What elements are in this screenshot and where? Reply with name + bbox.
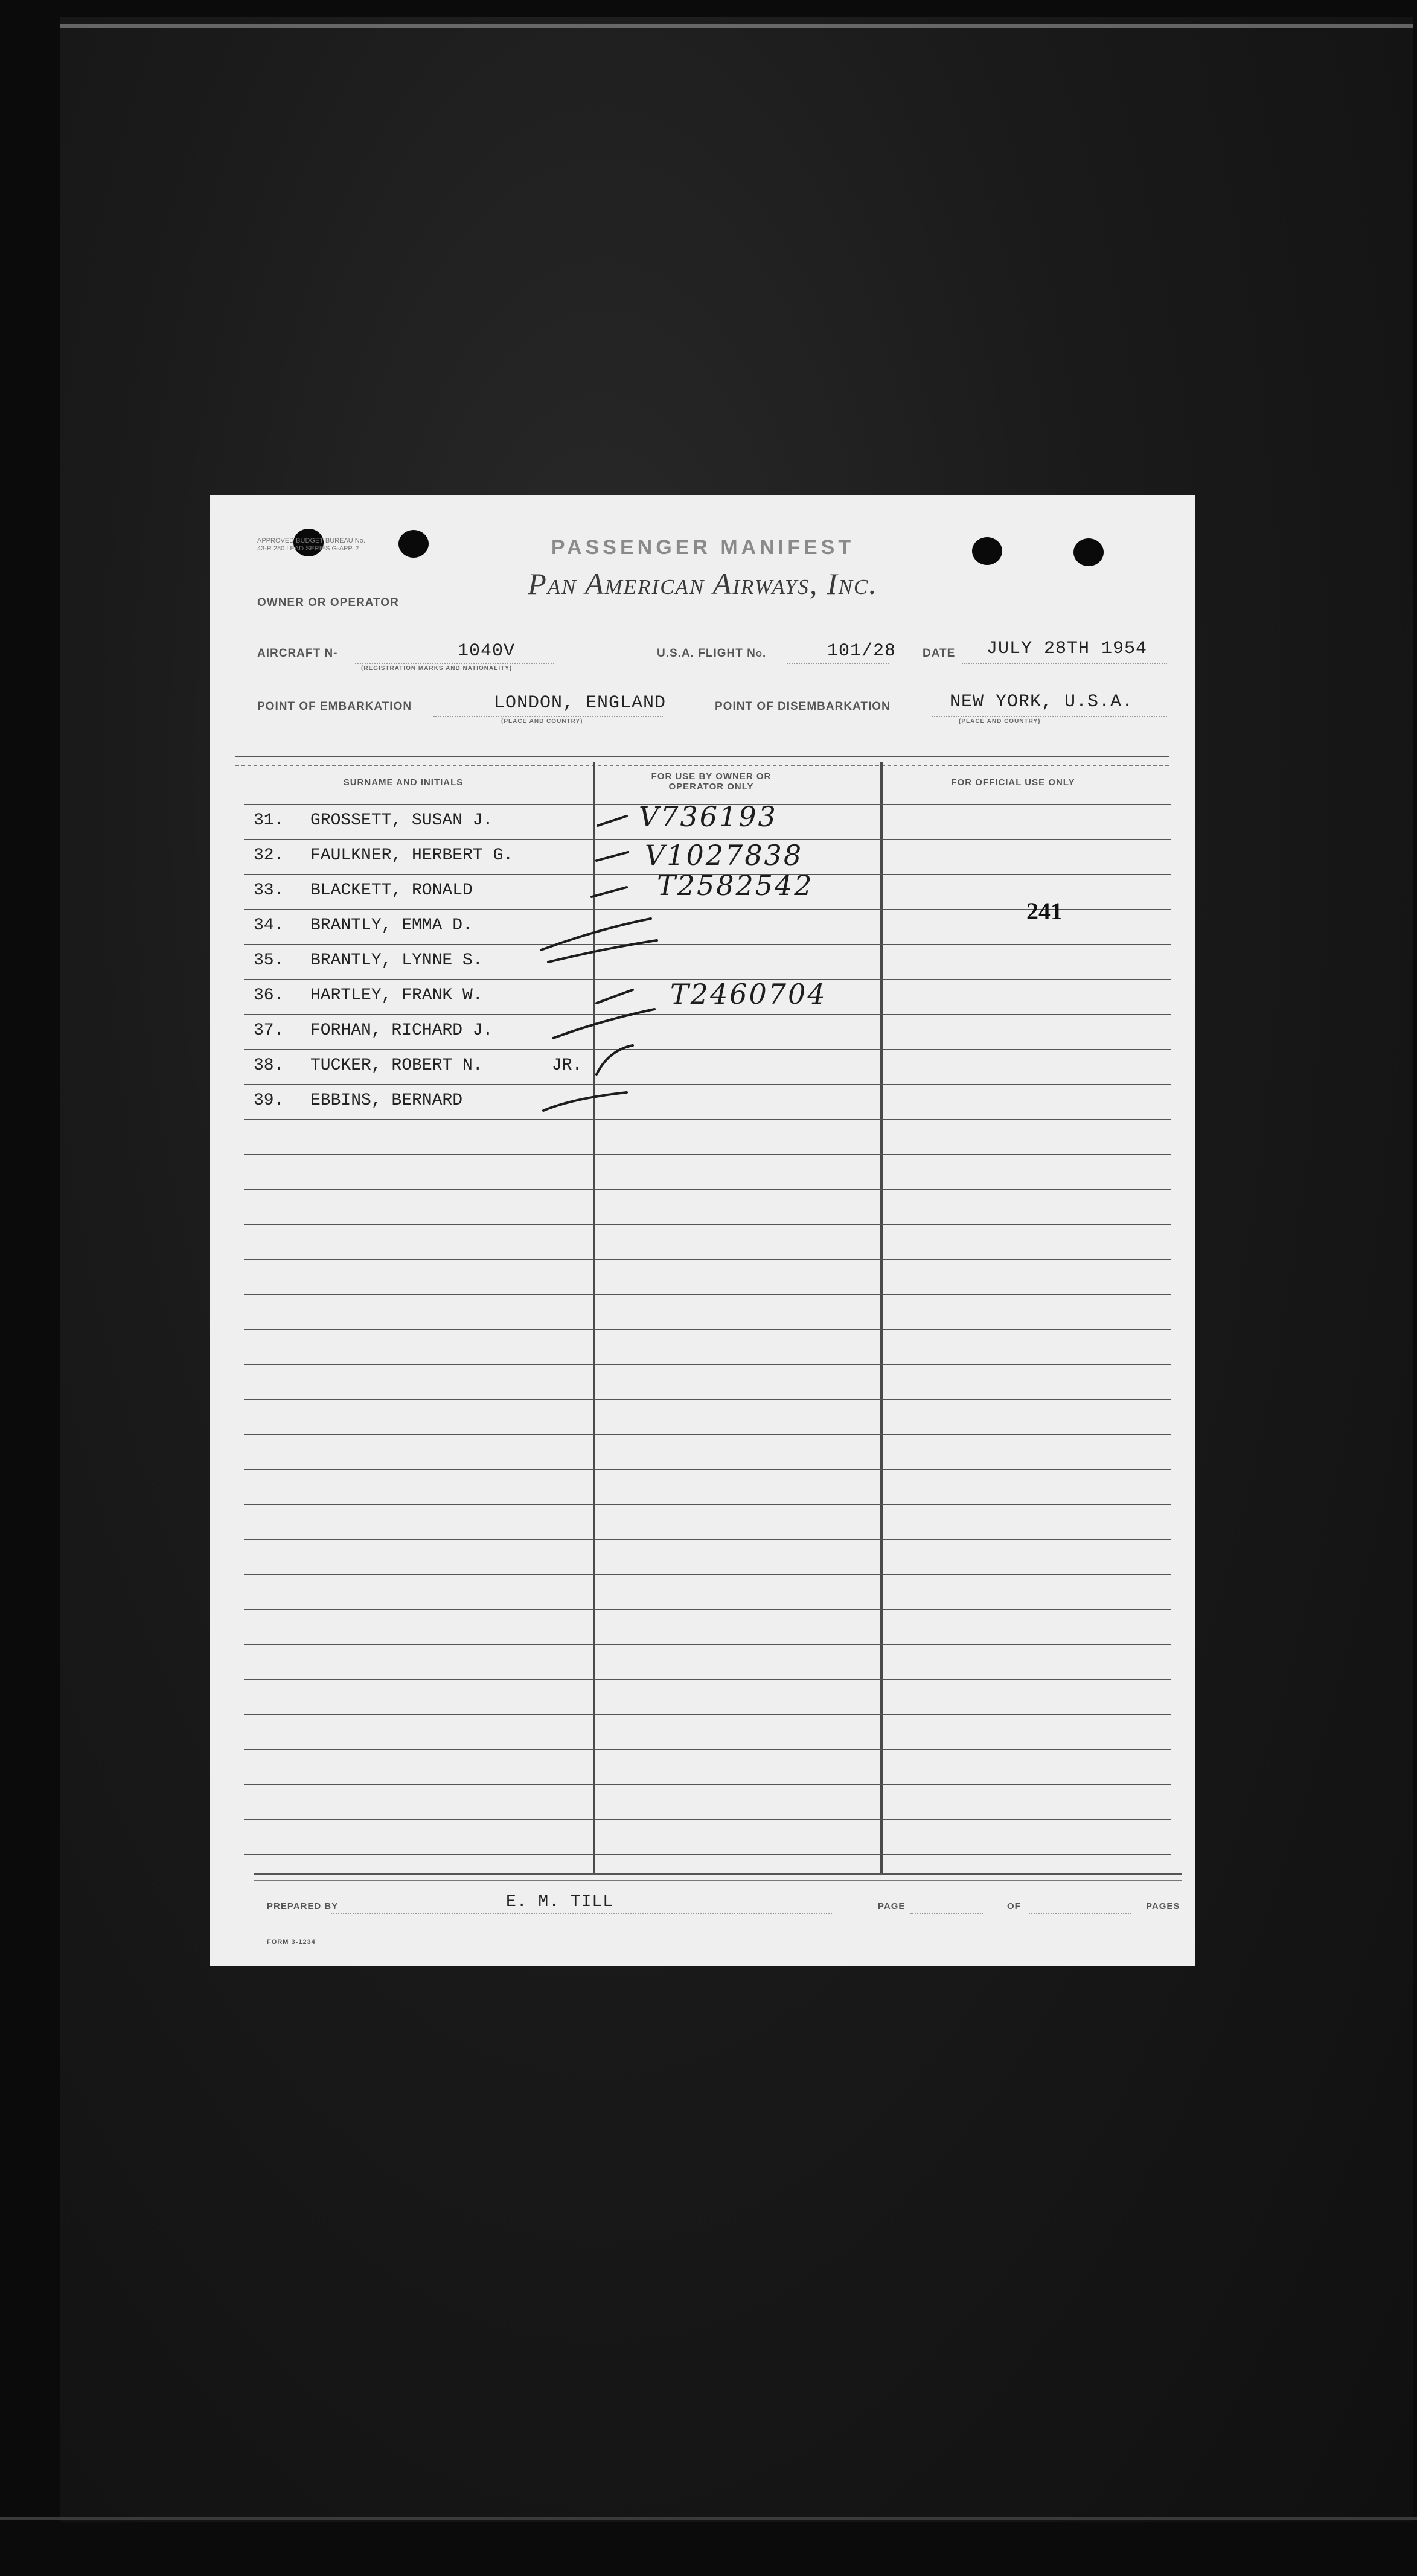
flight-label: U.S.A. FLIGHT No.: [657, 647, 767, 660]
check-mark: [543, 1092, 627, 1111]
date-value: JULY 28TH 1954: [987, 639, 1148, 659]
disembarkation-label: POINT OF DISEMBARKATION: [715, 700, 891, 713]
passenger-name: GROSSETT, SUSAN J.: [310, 811, 493, 830]
company-name: Pan American Airways, Inc.: [528, 567, 878, 601]
embarkation-label: POINT OF EMBARKATION: [257, 700, 412, 713]
manifest-title: PASSENGER MANIFEST: [551, 536, 855, 559]
passenger-number: 33.: [254, 881, 284, 900]
disembarkation-value: NEW YORK, U.S.A.: [950, 692, 1134, 712]
passport-number: T2460704: [670, 978, 827, 1010]
prepared-by-line: [331, 1913, 832, 1914]
prepared-by-label: PREPARED BY: [267, 1901, 339, 1911]
manifest-sheet: [210, 495, 1195, 1966]
date-label: DATE: [923, 647, 956, 660]
aircraft-value: 1040V: [458, 641, 516, 662]
checkmarks-overlay: [210, 495, 1195, 1966]
form-number: FORM 3-1234: [267, 1939, 316, 1946]
passenger-name: EBBINS, BERNARD: [310, 1091, 463, 1110]
embarkation-value: LONDON, ENGLAND: [494, 693, 667, 713]
passenger-number: 37.: [254, 1021, 284, 1040]
check-mark: [598, 816, 627, 826]
passenger-number: 39.: [254, 1091, 284, 1110]
passenger-name: HARTLEY, FRANK W.: [310, 986, 483, 1005]
official-stamp: 241: [1026, 897, 1063, 925]
aircraft-label: AIRCRAFT N-: [257, 647, 338, 660]
passenger-number: 34.: [254, 916, 284, 935]
passenger-name: FAULKNER, HERBERT G.: [310, 846, 514, 865]
flight-value: 101/28: [827, 641, 897, 662]
film-edge-top: [60, 24, 1413, 28]
passenger-name: FORHAN, RICHARD J.: [310, 1021, 493, 1040]
passenger-number: 35.: [254, 951, 284, 970]
pages-label: PAGES: [1146, 1901, 1180, 1911]
passport-number: V1027838: [645, 839, 804, 872]
check-mark: [597, 852, 628, 861]
embarkation-sublabel: (PLACE AND COUNTRY): [501, 718, 583, 725]
passenger-number: 32.: [254, 846, 284, 865]
page-line: [910, 1913, 983, 1914]
check-mark: [597, 1045, 633, 1074]
passenger-number: 31.: [254, 811, 284, 830]
column-header-surname: SURNAME AND INITIALS: [343, 777, 464, 788]
passenger-name: BLACKETT, RONALD: [310, 881, 473, 900]
check-mark: [541, 919, 651, 950]
check-mark: [553, 1009, 654, 1038]
prepared-by-value: E. M. TILL: [506, 1893, 614, 1911]
aircraft-sublabel: (REGISTRATION MARKS AND NATIONALITY): [361, 665, 513, 672]
of-label: OF: [1007, 1901, 1021, 1911]
check-mark: [597, 990, 633, 1003]
form-code: APPROVED BUDGET BUREAU No. 43-R 280 LEAD SERIES G-APP. 2: [257, 537, 365, 552]
column-header-owner-use: FOR USE BY OWNER OR OPERATOR ONLY: [651, 771, 772, 792]
check-mark: [548, 940, 657, 962]
passenger-suffix: JR.: [552, 1056, 583, 1075]
check-mark: [592, 887, 627, 897]
passenger-number: 38.: [254, 1056, 284, 1075]
owner-label: OWNER OR OPERATOR: [257, 596, 399, 609]
column-header-official-use: FOR OFFICIAL USE ONLY: [951, 777, 1075, 788]
disembarkation-sublabel: (PLACE AND COUNTRY): [959, 718, 1041, 725]
passport-number: T2582542: [657, 869, 814, 902]
passenger-name: TUCKER, ROBERT N.: [310, 1056, 483, 1075]
of-line: [1029, 1913, 1131, 1914]
page-label: PAGE: [878, 1901, 906, 1911]
passport-number: V736193: [639, 800, 778, 833]
passenger-name: BRANTLY, EMMA D.: [310, 916, 473, 935]
passenger-number: 36.: [254, 986, 284, 1005]
footer-rule: [254, 1873, 1182, 1881]
film-edge-bottom: [0, 2517, 1417, 2520]
passenger-name: BRANTLY, LYNNE S.: [310, 951, 483, 970]
